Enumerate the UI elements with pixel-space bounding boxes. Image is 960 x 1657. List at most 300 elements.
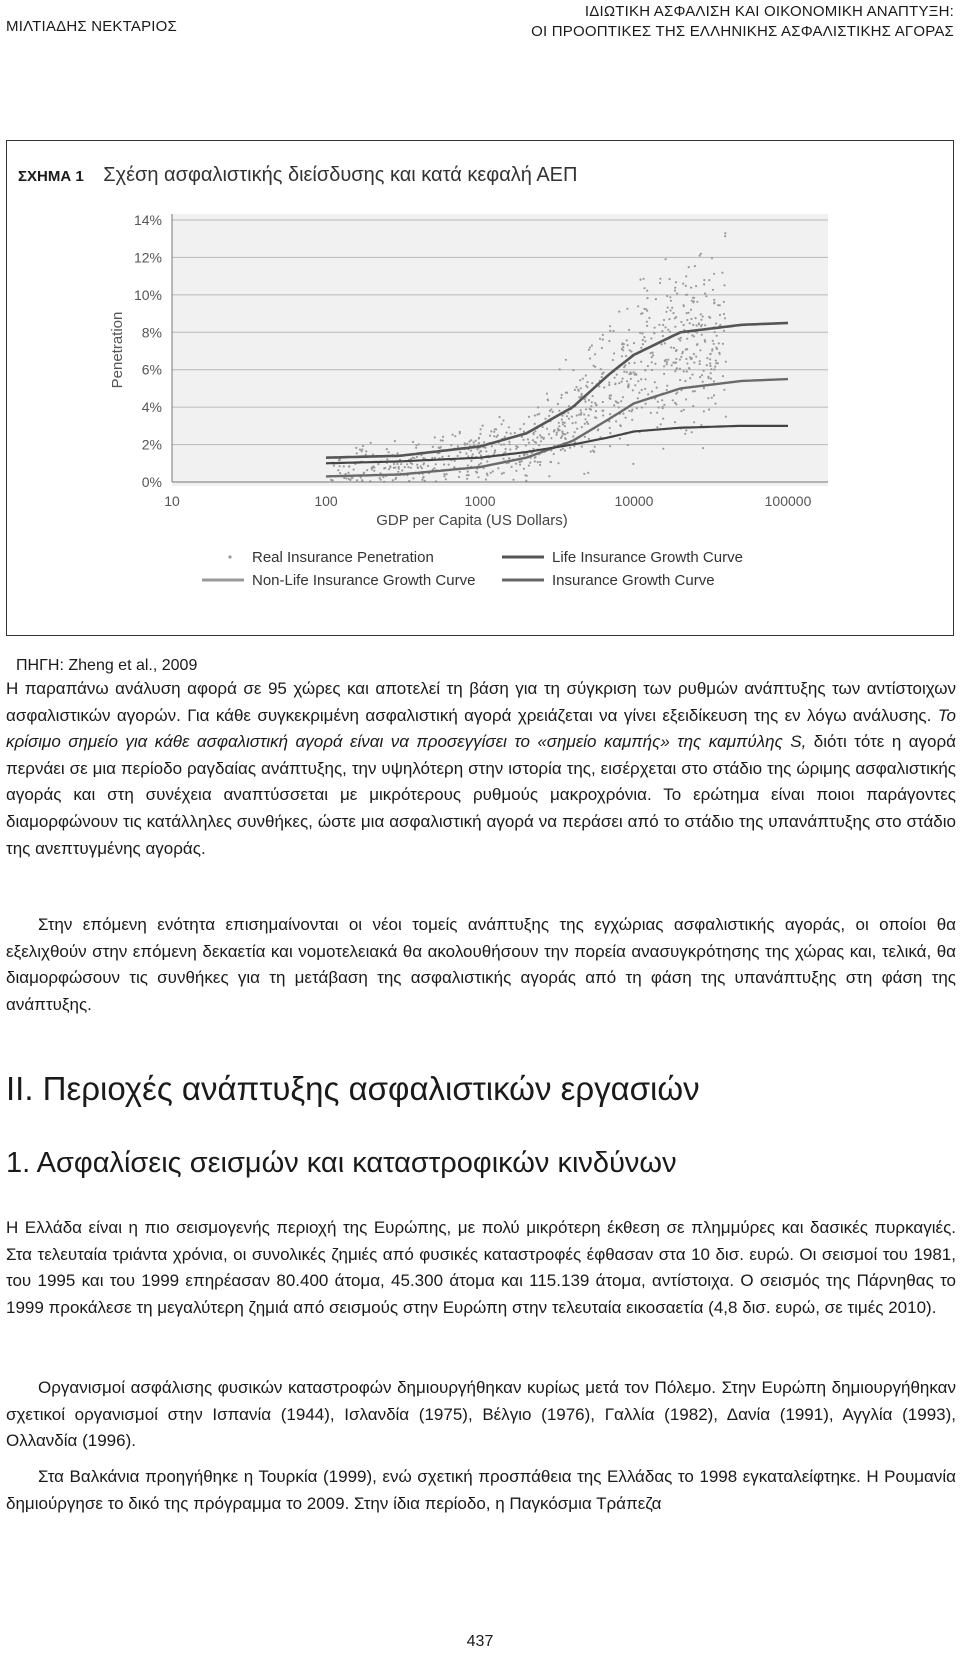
penetration-vs-gdp-chart: [100, 205, 840, 625]
scatter-point: [565, 438, 567, 440]
scatter-point: [583, 473, 585, 475]
scatter-point: [536, 414, 538, 416]
scatter-point: [493, 431, 495, 433]
scatter-point: [422, 457, 424, 459]
scatter-point: [370, 442, 372, 444]
scatter-point: [628, 410, 630, 412]
scatter-point: [632, 389, 634, 391]
scatter-point: [725, 416, 727, 418]
scatter-point: [595, 410, 597, 412]
scatter-point: [534, 430, 536, 432]
scatter-point: [716, 335, 718, 337]
running-header-author: ΜΙΛΤΙΑΔΗΣ ΝΕΚΤΑΡΙΟΣ: [6, 18, 178, 35]
scatter-point: [724, 317, 726, 319]
scatter-point: [395, 477, 397, 479]
scatter-point: [337, 469, 339, 471]
scatter-point: [671, 364, 673, 366]
scatter-point: [558, 410, 560, 412]
scatter-point: [511, 466, 513, 468]
scatter-point: [636, 407, 638, 409]
scatter-point: [572, 422, 574, 424]
scatter-point: [538, 444, 540, 446]
scatter-point: [641, 389, 643, 391]
scatter-point: [701, 334, 703, 336]
scatter-point: [571, 416, 573, 418]
scatter-point: [698, 323, 700, 325]
scatter-point: [646, 310, 648, 312]
scatter-point: [664, 326, 666, 328]
scatter-point: [612, 330, 614, 332]
scatter-point: [567, 412, 569, 414]
scatter-point: [706, 364, 708, 366]
scatter-point: [651, 369, 653, 371]
scatter-point: [615, 400, 617, 402]
scatter-point: [686, 370, 688, 372]
scatter-point: [700, 253, 702, 255]
scatter-point: [552, 411, 554, 413]
scatter-point: [515, 445, 517, 447]
scatter-point: [725, 361, 727, 363]
scatter-point: [347, 472, 349, 474]
scatter-point: [448, 455, 450, 457]
scatter-point: [572, 435, 574, 437]
scatter-point: [501, 423, 503, 425]
scatter-point: [396, 452, 398, 454]
scatter-point: [621, 343, 623, 345]
scatter-point: [714, 331, 716, 333]
scatter-point: [635, 373, 637, 375]
scatter-point: [601, 347, 603, 349]
scatter-point: [361, 448, 363, 450]
scatter-point: [682, 283, 684, 285]
scatter-point: [457, 455, 459, 457]
scatter-point: [643, 287, 645, 289]
scatter-point: [678, 338, 680, 340]
scatter-point: [713, 301, 715, 303]
scatter-point: [386, 448, 388, 450]
scatter-point: [643, 308, 645, 310]
scatter-point: [667, 329, 669, 331]
scatter-point: [562, 448, 564, 450]
scatter-point: [625, 417, 627, 419]
figure-caption: [18, 164, 577, 187]
scatter-point: [619, 438, 621, 440]
scatter-point: [353, 469, 355, 471]
scatter-point: [669, 331, 671, 333]
scatter-point: [685, 285, 687, 287]
scatter-point: [693, 300, 695, 302]
scatter-point: [705, 295, 707, 297]
scatter-point: [643, 278, 645, 280]
y-tick-label: 2%: [141, 436, 162, 453]
scatter-point: [586, 381, 588, 383]
scatter-point: [717, 362, 719, 364]
scatter-point: [666, 363, 668, 365]
scatter-point: [386, 458, 388, 460]
scatter-point: [622, 396, 624, 398]
scatter-point: [610, 394, 612, 396]
scatter-point: [603, 386, 605, 388]
paragraph-1-italic: Το κρίσιμο σημείο για κάθε ασφαλιστική αγορά είναι να προσεγγίσει το «σημείο καμπής» της καμπύλης S,: [6, 705, 956, 752]
scatter-point: [658, 324, 660, 326]
scatter-point: [360, 476, 362, 478]
scatter-point: [660, 423, 662, 425]
scatter-point: [656, 426, 658, 428]
scatter-point: [589, 357, 591, 359]
scatter-point: [366, 469, 368, 471]
scatter-point: [663, 365, 665, 367]
scatter-point: [442, 440, 444, 442]
scatter-point: [723, 330, 725, 332]
scatter-point: [494, 451, 496, 453]
scatter-point: [536, 436, 538, 438]
scatter-point: [568, 405, 570, 407]
scatter-point: [539, 461, 541, 463]
scatter-point: [670, 300, 672, 302]
scatter-point: [632, 463, 634, 465]
scatter-point: [609, 325, 611, 327]
scatter-point: [490, 430, 492, 432]
scatter-point: [663, 319, 665, 321]
scatter-point: [700, 313, 702, 315]
scatter-point: [410, 462, 412, 464]
scatter-point: [652, 354, 654, 356]
scatter-point: [700, 325, 702, 327]
scatter-point: [661, 330, 663, 332]
scatter-point: [602, 372, 604, 374]
y-tick-label: 4%: [141, 399, 162, 416]
scatter-point: [694, 265, 696, 267]
scatter-point: [339, 458, 341, 460]
scatter-point: [694, 390, 696, 392]
scatter-point: [566, 392, 568, 394]
scatter-point: [480, 454, 482, 456]
y-tick-label: 0%: [141, 474, 162, 490]
scatter-point: [424, 480, 426, 482]
scatter-point: [650, 337, 652, 339]
scatter-point: [676, 349, 678, 351]
scatter-point: [539, 434, 541, 436]
scatter-point: [717, 304, 719, 306]
y-tick-label: 14%: [133, 212, 162, 228]
scatter-point: [670, 309, 672, 311]
scatter-point: [629, 349, 631, 351]
scatter-point: [718, 342, 720, 344]
scatter-point: [641, 312, 643, 314]
scatter-point: [676, 293, 678, 295]
scatter-point: [559, 429, 561, 431]
scatter-point: [562, 423, 564, 425]
scatter-point: [565, 359, 567, 361]
scatter-point: [714, 366, 716, 368]
scatter-point: [723, 301, 725, 303]
scatter-point: [497, 467, 499, 469]
scatter-point: [410, 467, 412, 469]
scatter-point: [695, 285, 697, 287]
scatter-point: [707, 397, 709, 399]
scatter-point: [464, 444, 466, 446]
scatter-point: [548, 415, 550, 417]
scatter-point: [621, 381, 623, 383]
scatter-point: [589, 346, 591, 348]
scatter-point: [333, 465, 335, 467]
scatter-point: [702, 315, 704, 317]
scatter-point: [691, 357, 693, 359]
scatter-point: [534, 423, 536, 425]
scatter-point: [712, 340, 714, 342]
scatter-point: [675, 281, 677, 283]
scatter-point: [467, 464, 469, 466]
scatter-point: [686, 319, 688, 321]
scatter-point: [631, 419, 633, 421]
scatter-point: [586, 386, 588, 388]
scatter-point: [483, 441, 485, 443]
scatter-point: [585, 408, 587, 410]
scatter-point: [724, 232, 726, 234]
scatter-point: [480, 462, 482, 464]
scatter-point: [695, 356, 697, 358]
scatter-point: [663, 404, 665, 406]
scatter-point: [659, 278, 661, 280]
scatter-point: [641, 406, 643, 408]
scatter-point: [615, 420, 617, 422]
scatter-point: [654, 327, 656, 329]
scatter-point: [667, 306, 669, 308]
scatter-point: [567, 432, 569, 434]
scatter-point: [480, 450, 482, 452]
scatter-point: [679, 368, 681, 370]
chart-container: [100, 205, 840, 630]
scatter-point: [645, 403, 647, 405]
scatter-point: [595, 417, 597, 419]
scatter-point: [556, 434, 558, 436]
scatter-point: [679, 339, 681, 341]
scatter-point: [710, 368, 712, 370]
scatter-point: [575, 422, 577, 424]
scatter-point: [548, 433, 550, 435]
scatter-point: [628, 329, 630, 331]
running-header-title-line1: ΙΔΙΩΤΙΚΗ ΑΣΦΑΛΙΣΗ ΚΑΙ ΟΙΚΟΝΟΜΙΚΗ ΑΝΑΠΤΥΞΗ:: [584, 3, 954, 20]
scatter-point: [534, 414, 536, 416]
scatter-point: [674, 370, 676, 372]
scatter-point: [666, 389, 668, 391]
scatter-point: [561, 394, 563, 396]
scatter-point: [675, 368, 677, 370]
scatter-point: [709, 358, 711, 360]
scatter-point: [588, 399, 590, 401]
scatter-point: [443, 473, 445, 475]
scatter-point: [484, 447, 486, 449]
scatter-point: [680, 356, 682, 358]
scatter-point: [564, 433, 566, 435]
scatter-point: [630, 378, 632, 380]
scatter-point: [459, 431, 461, 433]
x-tick-label: 100: [314, 493, 338, 509]
scatter-point: [576, 414, 578, 416]
scatter-point: [359, 449, 361, 451]
scatter-point: [459, 471, 461, 473]
scatter-point: [396, 463, 398, 465]
scatter-point: [558, 425, 560, 427]
scatter-point: [602, 410, 604, 412]
scatter-point: [440, 439, 442, 441]
paragraph-3: Η Ελλάδα είναι η πιο σεισμογενής περιοχή της Ευρώπης, με πολύ μικρότερη έκθεση σε πλημμύρες και δασικές πυρκαγιές. Στα τελευταία τριάντα χρόνια, οι συνολικές ζημιές από φυσικές καταστροφές έφθασαν στα 10 δισ. ευρώ. Οι σεισμοί του 1981, του 1995 και του 1999 επηρέασαν 80.400 άτομα, 45.300 άτομα και 115.139 άτομα, αντίστοιχα. Ο σεισμός της Πάρνηθας το 1999 προκάλεσε τη μεγαλύτερη ζημιά από σεισμούς στην Ευρώπη στην τελευταία εικοσαετία (4,8 δισ. ευρώ, σε τιμές 2010).: [6, 1218, 956, 1317]
scatter-point: [490, 472, 492, 474]
scatter-point: [561, 435, 563, 437]
scatter-point: [534, 456, 536, 458]
scatter-point: [528, 416, 530, 418]
running-header-title-line2: ΟΙ ΠΡΟΟΠΤΙΚΕΣ ΤΗΣ ΕΛΛΗΝΙΚΗΣ ΑΣΦΑΛΙΣΤΙΚΗΣ ΑΓΟΡΑΣ: [531, 23, 954, 40]
scatter-point: [393, 463, 395, 465]
scatter-point: [343, 477, 345, 479]
scatter-point: [691, 334, 693, 336]
scatter-point: [596, 404, 598, 406]
scatter-point: [656, 387, 658, 389]
scatter-point: [618, 311, 620, 313]
scatter-point: [689, 377, 691, 379]
x-tick-label: 100000: [764, 493, 812, 509]
scatter-point: [640, 378, 642, 380]
scatter-point: [609, 413, 611, 415]
scatter-point: [662, 448, 664, 450]
scatter-point: [535, 442, 537, 444]
scatter-point: [688, 266, 690, 268]
scatter-point: [637, 305, 639, 307]
scatter-point: [646, 290, 648, 292]
scatter-point: [388, 468, 390, 470]
scatter-point: [509, 448, 511, 450]
scatter-point: [594, 402, 596, 404]
scatter-point: [691, 300, 693, 302]
scatter-point: [601, 376, 603, 378]
scatter-point: [384, 467, 386, 469]
scatter-point: [412, 441, 414, 443]
scatter-point: [685, 294, 687, 296]
scatter-point: [639, 279, 641, 281]
scatter-point: [380, 479, 382, 481]
scatter-point: [674, 287, 676, 289]
scatter-point: [526, 453, 528, 455]
scatter-point: [623, 366, 625, 368]
plot-background: [172, 214, 828, 486]
y-axis-label: Penetration: [109, 311, 126, 389]
scatter-point: [722, 375, 724, 377]
scatter-point: [527, 438, 529, 440]
scatter-point: [723, 313, 725, 315]
scatter-point: [680, 337, 682, 339]
y-tick-label: 10%: [133, 286, 162, 303]
scatter-point: [351, 477, 353, 479]
scatter-point: [590, 405, 592, 407]
scatter-point: [646, 325, 648, 327]
scatter-point: [703, 410, 705, 412]
scatter-point: [704, 324, 706, 326]
scatter-point: [569, 447, 571, 449]
scatter-point: [591, 401, 593, 403]
scatter-point: [702, 447, 704, 449]
scatter-point: [361, 480, 363, 482]
scatter-point: [713, 380, 715, 382]
scatter-point: [627, 444, 629, 446]
scatter-point: [591, 382, 593, 384]
scatter-point: [427, 465, 429, 467]
scatter-point: [389, 466, 391, 468]
scatter-point: [686, 362, 688, 364]
scatter-point: [651, 356, 653, 358]
scatter-point: [704, 341, 706, 343]
scatter-point: [489, 435, 491, 437]
scatter-point: [348, 478, 350, 480]
scatter-point: [682, 351, 684, 353]
scatter-point: [560, 449, 562, 451]
legend-entry: Insurance Growth Curve: [552, 572, 715, 589]
scatter-point: [702, 381, 704, 383]
scatter-point: [645, 378, 647, 380]
scatter-point: [459, 451, 461, 453]
scatter-point: [713, 273, 715, 275]
scatter-point: [618, 406, 620, 408]
scatter-point: [542, 438, 544, 440]
y-tick-label: 12%: [133, 249, 162, 266]
scatter-point: [683, 409, 685, 411]
figure-number: ΣΧΗΜΑ 1: [18, 168, 84, 185]
scatter-point: [404, 466, 406, 468]
scatter-point: [621, 355, 623, 357]
scatter-point: [626, 371, 628, 373]
scatter-point: [339, 465, 341, 467]
scatter-point: [628, 385, 630, 387]
scatter-point: [633, 342, 635, 344]
scatter-point: [528, 465, 530, 467]
scatter-point: [675, 393, 677, 395]
scatter-point: [475, 471, 477, 473]
scatter-point: [504, 436, 506, 438]
scatter-point: [664, 342, 666, 344]
scatter-point: [683, 370, 685, 372]
scatter-point: [626, 308, 628, 310]
scatter-point: [608, 382, 610, 384]
scatter-point: [584, 401, 586, 403]
scatter-point: [699, 376, 701, 378]
scatter-point: [614, 383, 616, 385]
scatter-point: [602, 414, 604, 416]
scatter-point: [480, 428, 482, 430]
scatter-point: [714, 403, 716, 405]
scatter-point: [713, 368, 715, 370]
scatter-point: [703, 370, 705, 372]
scatter-point: [485, 478, 487, 480]
scatter-point: [640, 361, 642, 363]
scatter-point: [608, 397, 610, 399]
scatter-point: [587, 472, 589, 474]
page-number: 437: [466, 1633, 494, 1650]
scatter-point: [560, 397, 562, 399]
scatter-point: [537, 406, 539, 408]
scatter-point: [650, 352, 652, 354]
legend-entry: Non-Life Insurance Growth Curve: [252, 572, 476, 589]
scatter-point: [588, 438, 590, 440]
scatter-point: [365, 450, 367, 452]
scatter-point: [491, 445, 493, 447]
scatter-point: [586, 421, 588, 423]
scatter-point: [683, 305, 685, 307]
scatter-point: [672, 312, 674, 314]
scatter-point: [522, 439, 524, 441]
scatter-point: [540, 440, 542, 442]
scatter-point: [496, 436, 498, 438]
scatter-point: [685, 429, 687, 431]
scatter-point: [679, 359, 681, 361]
